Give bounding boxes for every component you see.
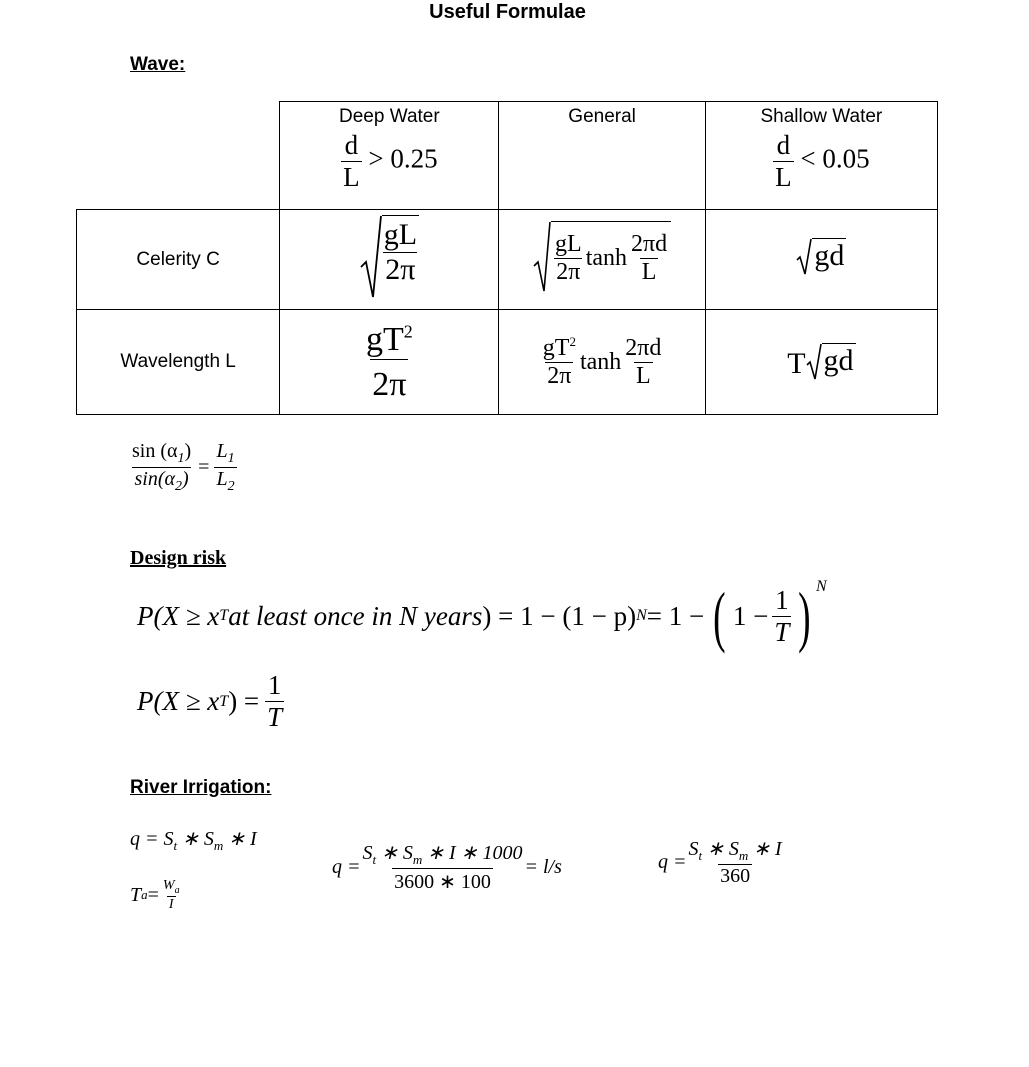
sqrt-general-celerity: $\frac{gL}{2\pi}$ tanh $\frac{2\pi d}{L}$ [533,221,671,293]
irrigation-flow-formula: $q = S_t$ ∗ $S_m$ ∗ I [130,828,257,853]
column-header-deep-water [280,102,499,210]
column-label-deep: Deep Water [339,106,440,127]
table-corner [77,102,280,210]
sqrt-deep-celerity: $\frac{gL}{2\pi}$ [360,215,419,299]
wave-table [76,101,938,415]
snell-law-formula: $\frac{\sin (\alpha_1)}{\sin(\alpha_2)}$ = $\frac{L_1}{L_2}$ [132,440,235,494]
risk-formula-at-least-once: P(X ≥ x T at least once in N years ) = 1 − (1 − p) N = 1 − ( 1 − $\frac{1}{T}$ ) $^N$ [137,578,827,654]
row-label-wavelength: Wavelength L [77,310,280,415]
risk-formula-exceedance: P(X ≥ x T ) = $\frac{1}{T}$ [137,670,283,732]
sqrt-shallow-celerity: gd [796,238,846,276]
irrigation-interval-formula: T a = $\frac{W_a}{I}$ [130,878,180,912]
celerity-deep [280,210,499,310]
deep-condition: $\frac{d}{L}$ > 0.25 [343,130,438,192]
celerity-general [499,210,705,310]
irrigation-360-formula: q = $\frac{S_t ∗ S_m ∗ I}{360}$ [658,838,782,887]
irrigation-litres-formula: q = $\frac{S_t ∗ S_m ∗ I ∗ 1000}{3600 ∗ 100}$ = l/s [332,842,562,893]
wavelength-deep [280,310,499,415]
general-wavelength: $\frac{gT^2}{2\pi}$ tanh $\frac{2\pi d}{L}$ [542,334,662,389]
wavelength-shallow [705,310,937,415]
column-header-shallow-water [705,102,937,210]
wavelength-general [499,310,705,415]
column-label-shallow: Shallow Water [760,106,883,127]
row-label-celerity: Celerity C [77,210,280,310]
column-label-general: General [568,106,636,127]
shallow-wavelength: T gd [787,344,854,380]
section-heading-design-risk: Design risk [130,547,227,569]
deep-wavelength-fraction: $\frac{gT^2}{2\pi}$ [365,320,413,403]
column-header-general [499,102,705,210]
page-title: Useful Formulae [429,1,586,23]
shallow-condition: $\frac{d}{L}$ < 0.05 [775,130,870,192]
section-heading-wave: Wave: [130,54,186,75]
celerity-shallow [705,210,937,310]
section-heading-river-irrigation: River Irrigation: [130,777,272,798]
